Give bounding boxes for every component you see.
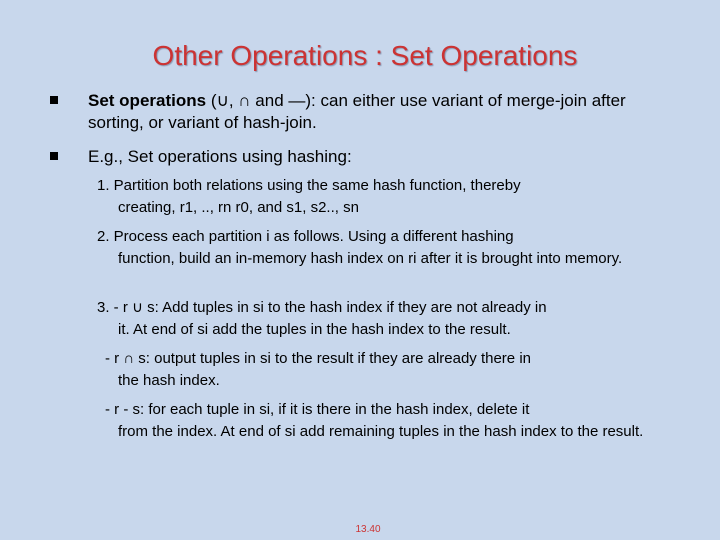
step-union <box>97 297 657 340</box>
step-line: - r ∩ s: output tuples in si to the result if they are already there in <box>105 350 531 367</box>
square-bullet-icon <box>50 152 58 160</box>
slide-title: Other Operations : Set Operations <box>152 40 578 71</box>
step-line: 3. - r ∪ s: Add tuples in si to the hash index if they are not already in <box>97 299 547 316</box>
step-difference <box>105 399 645 442</box>
page-number: 13.40 <box>355 524 381 535</box>
step-line: the hash index. <box>118 371 220 389</box>
step-line: 1. Partition both relations using the same hash function, thereby <box>97 177 521 194</box>
square-bullet-icon <box>50 96 58 104</box>
bullet-text <box>88 90 658 134</box>
step-process-partition <box>97 226 657 269</box>
step-line: it. At end of si add the tuples in the hash index to the result. <box>118 320 511 338</box>
step-line: 2. Process each partition i as follows. Using a different hashing <box>97 228 514 245</box>
step-intersection <box>105 348 645 391</box>
bullet-bold-lead: Set operations <box>88 91 207 110</box>
step-line: creating, r1, .., rn r0, and s1, s2.., sn <box>118 198 359 216</box>
step-line: - r - s: for each tuple in si, if it is there in the hash index, delete it <box>105 401 530 418</box>
step-partition <box>97 175 657 218</box>
step-line: from the index. At end of si add remaining tuples in the hash index to the result. <box>118 422 644 440</box>
step-line: function, build an in-memory hash index on ri after it is brought into memory. <box>118 249 623 267</box>
bullet-body: (∪, ∩ and —): can either use variant of merge-join after sorting, or variant of hash-join. <box>88 91 626 132</box>
bullet-text: E.g., Set operations using hashing: <box>88 147 352 166</box>
